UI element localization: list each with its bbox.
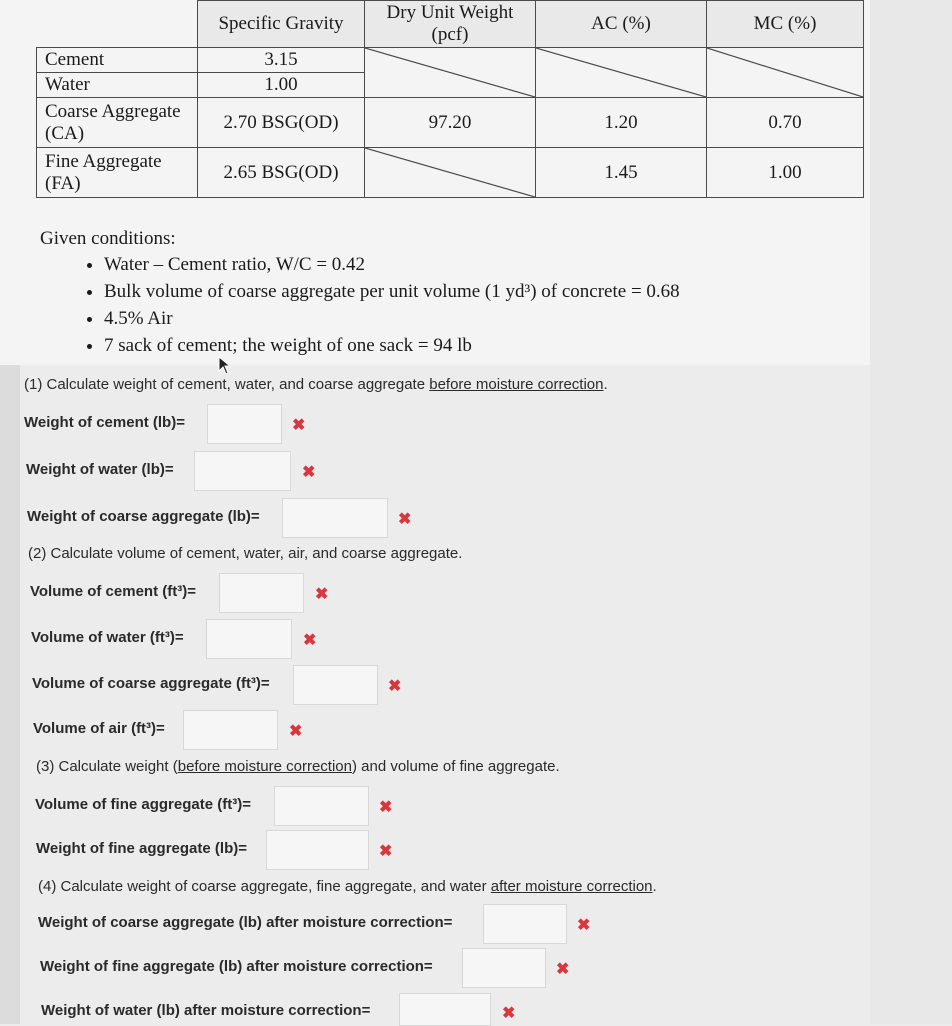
row-name-coarse-aggregate: Coarse Aggregate (CA) bbox=[37, 98, 198, 148]
water-sg: 1.00 bbox=[198, 73, 365, 98]
input-volume-water[interactable] bbox=[206, 619, 292, 659]
question-3-text bbox=[36, 758, 560, 775]
input-weight-coarse-aggregate[interactable] bbox=[282, 498, 388, 538]
incorrect-icon: ✖ bbox=[577, 917, 591, 934]
label-volume-water: Volume of water (ft³)= bbox=[31, 629, 184, 646]
incorrect-icon: ✖ bbox=[388, 678, 402, 695]
cement-water-mc-na bbox=[707, 48, 864, 98]
q1-underlined: before moisture correction bbox=[429, 376, 604, 393]
header-mc: MC (%) bbox=[707, 1, 864, 48]
cement-water-ac-na bbox=[536, 48, 707, 98]
question-2-text: (2) Calculate volume of cement, water, air, and coarse aggregate. bbox=[28, 545, 463, 562]
given-item: • Bulk volume of coarse aggregate per unit volume (1 yd³) of concrete = 0.68 bbox=[104, 281, 680, 303]
q3-prefix: (3) Calculate weight ( bbox=[36, 758, 178, 775]
row-name-cement: Cement bbox=[37, 48, 198, 73]
mouse-cursor-icon bbox=[218, 356, 236, 376]
q4-suffix: . bbox=[652, 878, 657, 895]
label-weight-water: Weight of water (lb)= bbox=[26, 461, 174, 478]
label-weight-ca-after-correction: Weight of coarse aggregate (lb) after moisture correction= bbox=[38, 914, 453, 931]
header-dry-unit-weight: Dry Unit Weight (pcf) bbox=[365, 1, 536, 48]
input-volume-fine-aggregate[interactable] bbox=[274, 786, 369, 826]
cement-sg: 3.15 bbox=[198, 48, 365, 73]
incorrect-icon: ✖ bbox=[502, 1005, 516, 1022]
given-conditions bbox=[40, 228, 680, 362]
ca-sg: 2.70 BSG(OD) bbox=[198, 98, 365, 148]
given-item: • Water – Cement ratio, W/C = 0.42 bbox=[104, 254, 680, 276]
given-item: • 7 sack of cement; the weight of one sack = 94 lb bbox=[104, 335, 680, 357]
photo-edge-right bbox=[870, 0, 952, 1024]
label-volume-fine-aggregate: Volume of fine aggregate (ft³)= bbox=[35, 796, 251, 813]
label-weight-cement: Weight of cement (lb)= bbox=[24, 414, 185, 431]
table-row bbox=[37, 98, 864, 148]
incorrect-icon: ✖ bbox=[292, 417, 306, 434]
incorrect-icon: ✖ bbox=[289, 723, 303, 740]
question-4-text bbox=[38, 878, 657, 895]
label-volume-air: Volume of air (ft³)= bbox=[33, 720, 165, 737]
header-blank bbox=[37, 1, 198, 48]
ca-unit-weight: 97.20 bbox=[365, 98, 536, 148]
row-name-water: Water bbox=[37, 73, 198, 98]
label-weight-fa-after-correction: Weight of fine aggregate (lb) after moisture correction= bbox=[40, 958, 433, 975]
given-conditions-list bbox=[40, 254, 680, 357]
incorrect-icon: ✖ bbox=[379, 843, 393, 860]
q3-suffix: ) and volume of fine aggregate. bbox=[351, 758, 560, 775]
incorrect-icon: ✖ bbox=[556, 961, 570, 978]
q4-underlined: after moisture correction bbox=[490, 878, 653, 895]
q4-prefix: (4) Calculate weight of coarse aggregate, fine aggregate, and water bbox=[38, 878, 491, 895]
label-volume-cement: Volume of cement (ft³)= bbox=[30, 583, 196, 600]
label-volume-coarse-aggregate: Volume of coarse aggregate (ft³)= bbox=[32, 675, 270, 692]
row-name-fine-aggregate: Fine Aggregate (FA) bbox=[37, 148, 198, 198]
label-weight-water-after-correction: Weight of water (lb) after moisture correction= bbox=[41, 1002, 371, 1019]
input-volume-coarse-aggregate[interactable] bbox=[293, 665, 378, 705]
fa-mc: 1.00 bbox=[707, 148, 864, 198]
incorrect-icon: ✖ bbox=[398, 511, 412, 528]
ca-mc: 0.70 bbox=[707, 98, 864, 148]
table-row bbox=[37, 148, 864, 198]
ca-ac: 1.20 bbox=[536, 98, 707, 148]
given-item: • 4.5% Air bbox=[104, 308, 680, 330]
input-weight-water-after-correction[interactable] bbox=[399, 993, 491, 1026]
question-1-text bbox=[24, 376, 608, 393]
incorrect-icon: ✖ bbox=[303, 632, 317, 649]
header-specific-gravity: Specific Gravity bbox=[198, 1, 365, 48]
table-header-row bbox=[37, 1, 864, 48]
input-weight-fa-after-correction[interactable] bbox=[462, 948, 546, 988]
table-row bbox=[37, 48, 864, 73]
input-weight-cement[interactable] bbox=[207, 404, 282, 444]
label-weight-fine-aggregate: Weight of fine aggregate (lb)= bbox=[36, 840, 247, 857]
fa-ac: 1.45 bbox=[536, 148, 707, 198]
input-volume-air[interactable] bbox=[183, 710, 278, 750]
fa-unit-weight-na bbox=[365, 148, 536, 198]
material-properties-table bbox=[36, 0, 864, 198]
q3-underlined: before moisture correction bbox=[177, 758, 352, 775]
label-weight-coarse-aggregate: Weight of coarse aggregate (lb)= bbox=[27, 508, 260, 525]
cement-water-unit-weight-na bbox=[365, 48, 536, 98]
incorrect-icon: ✖ bbox=[302, 464, 316, 481]
input-weight-fine-aggregate[interactable] bbox=[266, 830, 369, 870]
q1-prefix: (1) Calculate weight of cement, water, and coarse aggregate bbox=[24, 376, 430, 393]
header-ac: AC (%) bbox=[536, 1, 707, 48]
q1-suffix: . bbox=[603, 376, 608, 393]
input-weight-water[interactable] bbox=[194, 451, 291, 491]
given-conditions-title: Given conditions: bbox=[40, 228, 176, 249]
fa-sg: 2.65 BSG(OD) bbox=[198, 148, 365, 198]
input-volume-cement[interactable] bbox=[219, 573, 304, 613]
incorrect-icon: ✖ bbox=[315, 586, 329, 603]
input-weight-ca-after-correction[interactable] bbox=[483, 904, 567, 944]
incorrect-icon: ✖ bbox=[379, 799, 393, 816]
